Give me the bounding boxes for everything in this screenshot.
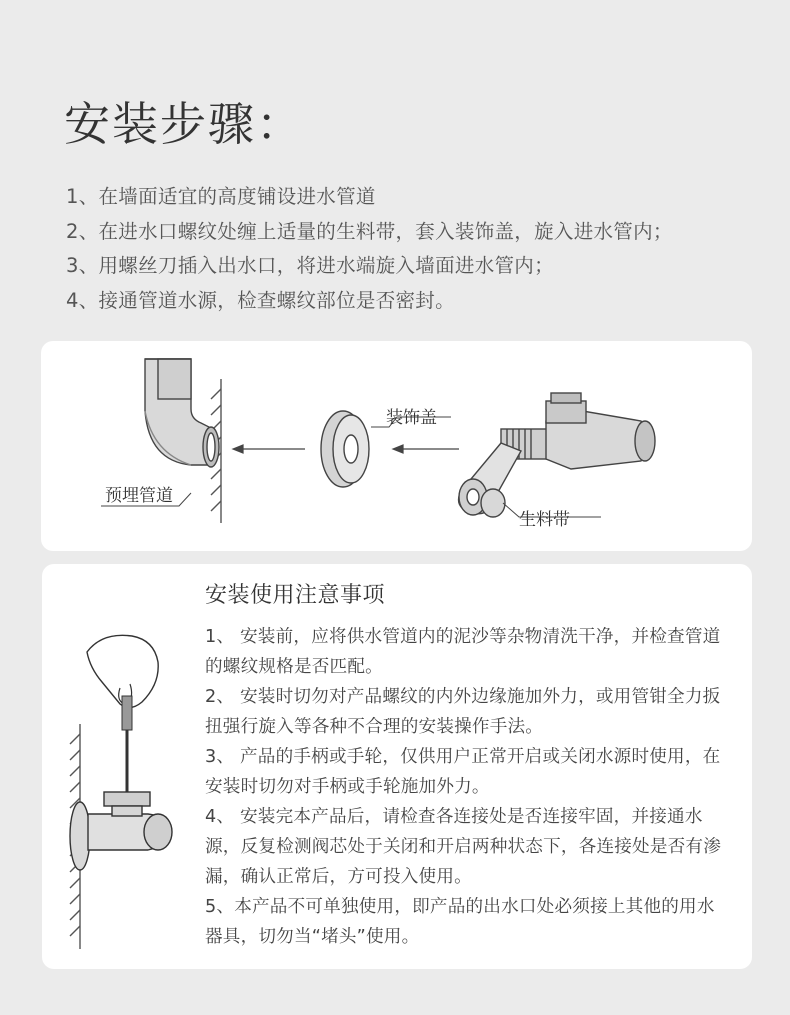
hand-screwdriver-valve-icon [42,564,202,969]
notes-title: 安装使用注意事项 [205,583,386,608]
page-title: 安装步骤： [64,97,304,151]
installation-diagram [41,341,752,551]
step-item: 4、接通管道水源，检查螺纹部位是否密封。 [66,288,455,312]
elbow-pipe-icon [145,359,219,467]
note-item: 3、 产品的手柄或手轮，仅供用户正常开启或关闭水源时使用，在安装时切勿对手柄或手轮施加外力。 [205,747,721,797]
arrow-left-icon [233,445,305,453]
step-item: 2、在进水口螺纹处缠上适量的生料带，套入装饰盖，旋入进水管内； [66,219,673,243]
note-item: 2、 安装时切勿对产品螺纹的内外边缘施加外力，或用管钳全力扳扭强行旋入等各种不合理的安装操作手法。 [205,687,721,737]
decorative-cover-icon [321,411,369,487]
installation-diagram-card [41,341,752,551]
arrow-left-icon [393,445,459,453]
step-item: 3、用螺丝刀插入出水口，将进水端旋入墙面进水管内； [66,254,554,277]
embedded-pipe-label: 预埋管道 [105,486,173,506]
ptfe-tape-label: 生料带 [519,510,570,530]
step-item: 1、在墙面适宜的高度铺设进水管道 [66,185,376,208]
usage-notes-card [42,564,752,969]
notes-list [205,622,725,952]
note-item: 4、 安装完本产品后，请检查各连接处是否连接牢固，并接通水源，反复检测阀芯处于关闭和开启两种状态下，各连接处是否有渗漏，确认正常后，方可投入使用。 [205,807,722,887]
note-item: 1、 安装前，应将供水管道内的泥沙等杂物清洗干净，并检查管道的螺纹规格是否匹配。 [205,627,721,677]
note-item: 5、本产品不可单独使用，即产品的出水口处必须接上其他的用水器具，切勿当“堵头”使用。 [205,897,715,947]
angle-valve-icon [459,393,655,517]
install-steps-list [66,180,673,318]
decorative-cover-label: 装饰盖 [386,408,437,428]
